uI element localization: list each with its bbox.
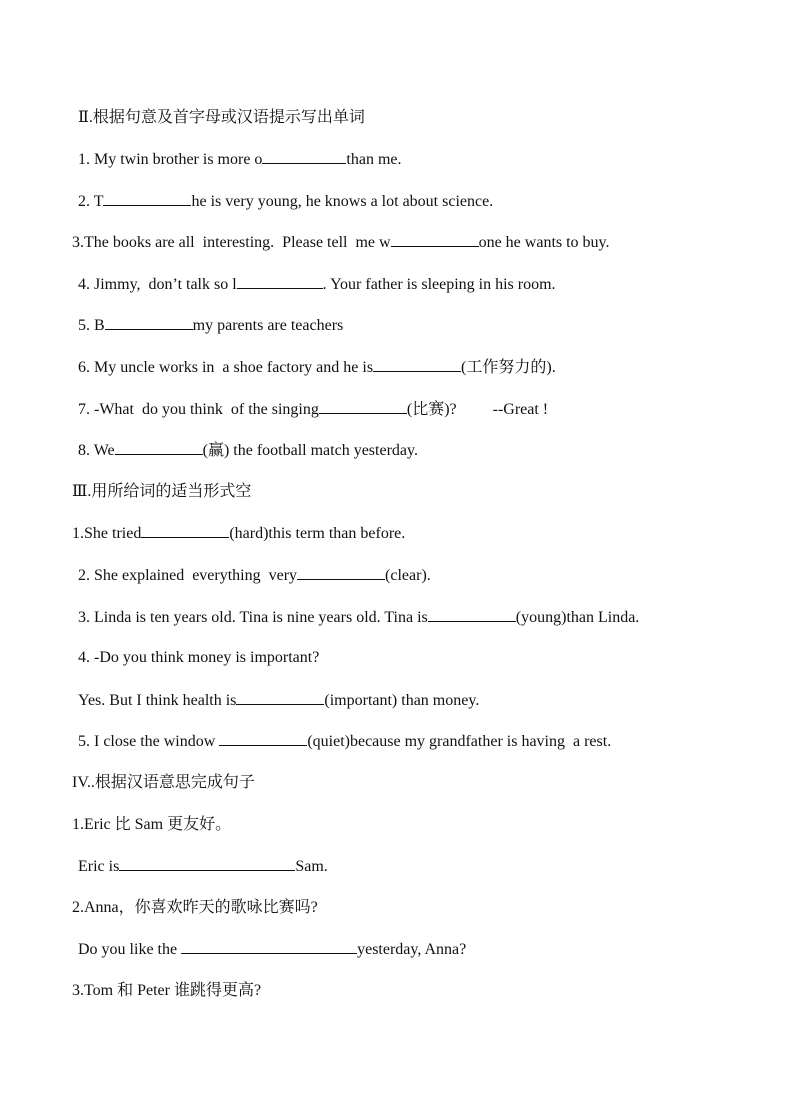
- answer-blank[interactable]: [219, 731, 307, 746]
- answer-blank[interactable]: [391, 232, 479, 247]
- exercise-line: [78, 440, 418, 461]
- exercise-line: [78, 690, 479, 711]
- line-text: 5. I close the window: [78, 733, 220, 750]
- exercise-line: [78, 315, 343, 336]
- line-text: (赢) the football match yesterday.: [202, 442, 418, 459]
- exercise-line: [78, 607, 639, 628]
- exercise-line: 3.Tom 和 Peter 谁跳得更高?: [72, 982, 262, 999]
- answer-blank[interactable]: [428, 607, 516, 622]
- line-text: 6. My uncle works in a shoe factory and he is: [78, 359, 374, 376]
- section-heading: Ⅱ.根据句意及首字母或汉语提示写出单词: [78, 109, 365, 126]
- exercise-line: [78, 731, 611, 752]
- exercise-line: [78, 648, 319, 668]
- exercise-line: [78, 357, 556, 378]
- section-heading: IV..根据汉语意思完成句子: [72, 774, 255, 791]
- line-text: 1. My twin brother is more o: [78, 151, 263, 168]
- line-text: 1.She tried: [72, 525, 142, 542]
- answer-blank[interactable]: [181, 939, 357, 954]
- exercise-line: [78, 191, 493, 212]
- line-text: 7. -What do you think of the singing: [78, 401, 319, 418]
- line-text: (clear).: [385, 567, 431, 584]
- answer-blank[interactable]: [115, 440, 203, 455]
- exercise-line: 1.Eric 比 Sam 更友好。: [72, 816, 232, 833]
- answer-blank[interactable]: [237, 274, 323, 289]
- answer-blank[interactable]: [105, 315, 193, 330]
- answer-blank[interactable]: [236, 690, 324, 705]
- line-text: (hard)this term than before.: [229, 525, 406, 542]
- answer-blank[interactable]: [103, 191, 191, 206]
- exercise-line: [78, 856, 328, 877]
- exercise-line: [78, 274, 556, 295]
- line-text: yesterday, Anna?: [357, 941, 467, 958]
- exercise-line: [78, 939, 466, 960]
- line-text: Do you like the: [78, 941, 182, 958]
- line-text: 2. T: [78, 193, 104, 210]
- line-text: (important) than money.: [324, 692, 480, 709]
- answer-blank[interactable]: [119, 856, 207, 871]
- answer-blank[interactable]: [373, 357, 461, 372]
- line-text: Sam.: [295, 858, 328, 875]
- line-text: 8. We: [78, 442, 115, 459]
- exercise-line: [78, 399, 548, 420]
- line-text: 4. Jimmy, don’t talk so l: [78, 276, 237, 293]
- line-text: 3. Linda is ten years old. Tina is nine years old. Tina is: [78, 609, 428, 626]
- line-text: (quiet)because my grandfather is having a rest.: [307, 733, 612, 750]
- line-text: one he wants to buy.: [478, 234, 610, 251]
- line-text: . Your father is sleeping in his room.: [322, 276, 556, 293]
- line-text: (比赛)? --Great !: [406, 401, 549, 418]
- line-text: 4. -Do you think money is important?: [78, 649, 320, 666]
- exercise-line: [72, 523, 405, 544]
- line-text: 2. She explained everything very: [78, 567, 298, 584]
- line-text: my parents are teachers: [192, 317, 344, 334]
- answer-blank[interactable]: [207, 856, 295, 871]
- exercise-line: [78, 565, 431, 586]
- answer-blank[interactable]: [262, 149, 346, 164]
- exercise-line: [72, 232, 610, 253]
- line-text: (young)than Linda.: [515, 609, 640, 626]
- answer-blank[interactable]: [141, 523, 229, 538]
- section-heading: Ⅲ.用所给词的适当形式空: [72, 483, 252, 500]
- line-text: 5. B: [78, 317, 105, 334]
- line-text: Yes. But I think health is: [78, 692, 237, 709]
- exercise-line: 2.Anna，你喜欢昨天的歌咏比赛吗?: [72, 899, 318, 916]
- answer-blank[interactable]: [297, 565, 385, 580]
- line-text: (工作努力的).: [461, 359, 556, 376]
- line-text: he is very young, he knows a lot about science.: [191, 193, 494, 210]
- exercise-line: [78, 149, 402, 170]
- answer-blank[interactable]: [319, 399, 407, 414]
- line-text: 3.The books are all interesting. Please tell me w: [72, 234, 391, 251]
- line-text: Eric is: [78, 858, 120, 875]
- line-text: than me.: [346, 151, 402, 168]
